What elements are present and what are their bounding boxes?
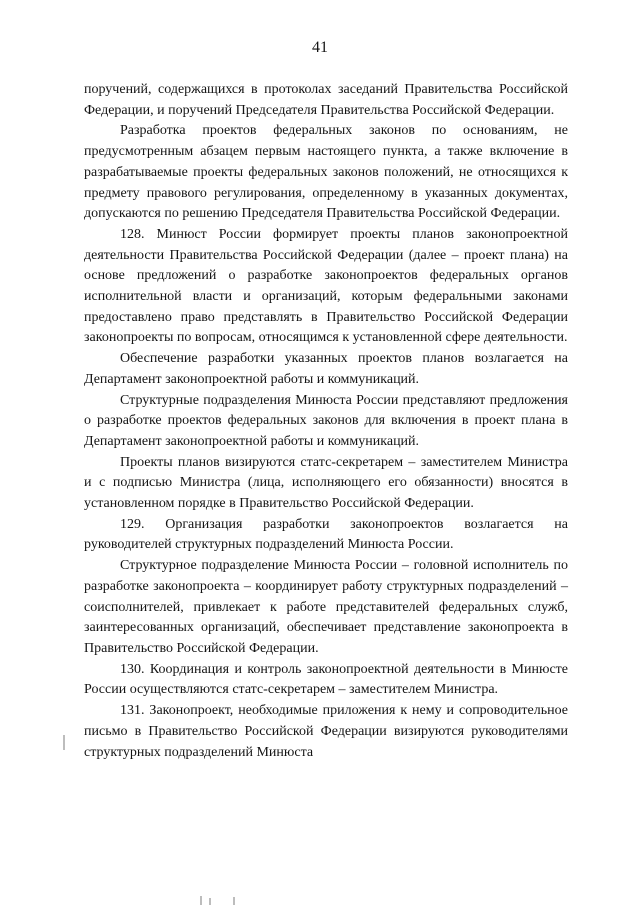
paragraph-4: Обеспечение разработки указанных проектов планов возлагается на Департамент законопроектной работы и коммуникаций. [84,351,568,387]
paragraph-3: 128. Минюст России формирует проекты планов законопроектной деятельности Правительства Российской Федерации (далее – проект плана) на основе предложений о разработке законопроектов федеральных органов исполнительной власти и организаций, которым федеральными законами предоставлено право представлять в Правительство Российской Федерации законопроекты по вопросам, относящимся к установленной сфере деятельности. [84,226,568,346]
paragraph-5: Структурные подразделения Минюста России представляют предложения о разработке проектов федеральных законов для включения в проект плана в Департамент законопроектной работы и коммуникаций. [84,392,568,449]
paragraph-9: 130. Координация и контроль законопроектной деятельности в Минюсте России осуществляются статс-секретарем – заместителем Министра. [84,661,568,698]
scan-artifact-mark [63,735,65,750]
scan-artifact-mark [233,897,235,905]
paragraph-6: Проекты планов визируются статс-секретарем – заместителем Министра и с подписью Министра (лица, исполняющего его обязанности) вносятся в установленном порядке в Правительство Российской Федерации. [84,454,568,512]
paragraph-10: 131. Законопроект, необходимые приложения к нему и сопроводительное письмо в Правительство Российской Федерации визируются руководителями структурных подразделений Минюста [84,703,568,760]
document-body [84,80,568,763]
scan-artifact-mark [209,898,211,905]
scan-artifact-mark [200,896,202,905]
paragraph-2: Разработка проектов федеральных законов по основаниям, не предусмотренным абзацем первым настоящего пункта, а также включение в разрабатываемые проекты федеральных законов положений, не относящихся к предмету правового регулирования, определенному в указанных документах, допускаются по решению Председателя Правительства Российской Федерации. [84,123,568,222]
page-number: 41 [312,39,328,56]
paragraph-8: Структурное подразделение Минюста России – головной исполнитель по разработке законопроекта – координирует работу структурных подразделений – соисполнителей, привлекает к работе представителей федеральных служб, заинтересованных организаций, обеспечивает представление законопроекта в Правительство Российской Федерации. [84,558,568,656]
paragraph-1: поручений, содержащихся в протоколах заседаний Правительства Российской Федерации, и поручений Председателя Правительства Российской Федерации. [84,82,568,118]
paragraph-7: 129. Организация разработки законопроектов возлагается на руководителей структурных подразделений Минюста России. [84,516,568,553]
